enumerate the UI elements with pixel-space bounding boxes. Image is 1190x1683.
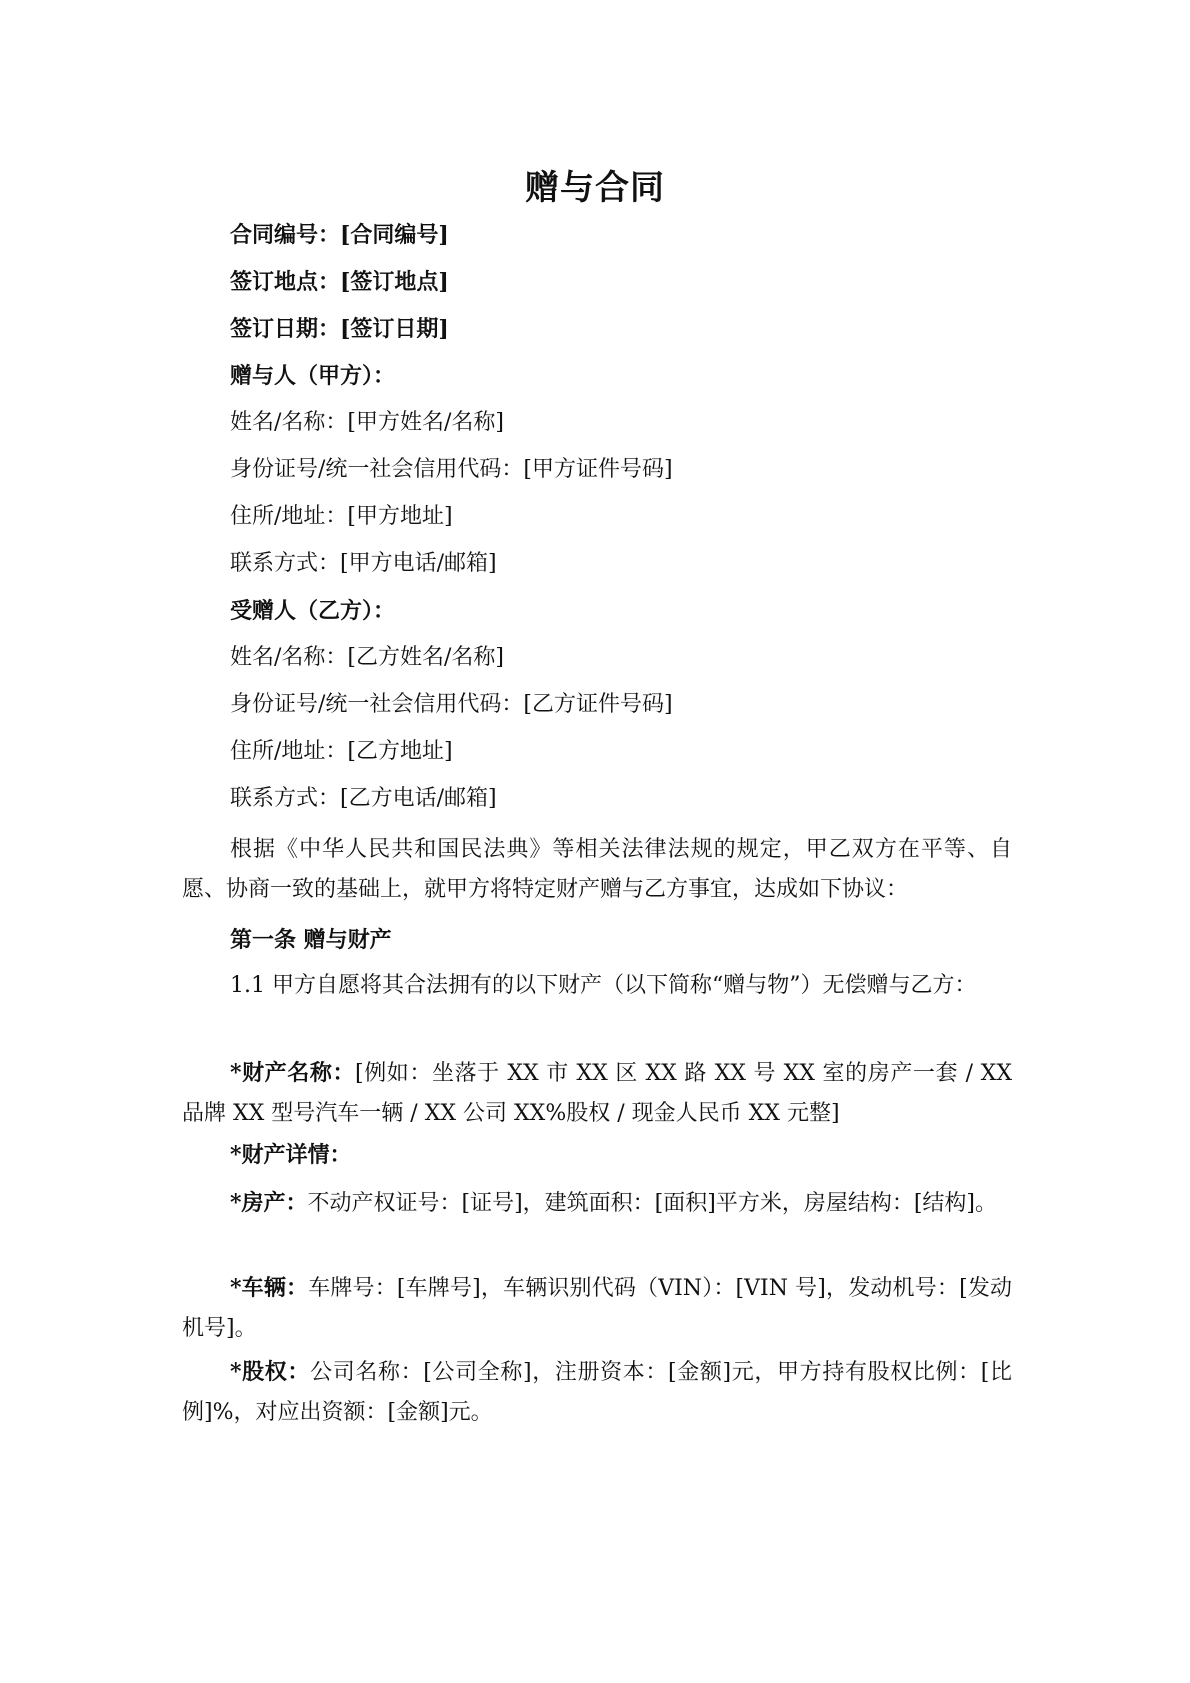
house-label: *房产： (230, 1190, 308, 1216)
party-b-id: 身份证号/统一社会信用代码：[乙方证件号码] (230, 692, 673, 717)
property-name-value: [例如：坐落于 XX 市 XX 区 XX 路 XX 号 XX 室的房产一套 / XX 品牌 XX 型号汽车一辆 / XX 公司 XX%股权 / 现金人民币 XX 元整] (182, 1061, 1012, 1126)
sign-place: 签订地点：[签订地点] (230, 269, 449, 295)
party-b-contact: 联系方式：[乙方电话/邮箱] (230, 786, 497, 811)
party-a-contact: 联系方式：[甲方电话/邮箱] (230, 551, 497, 576)
clause-1-1: 1.1 甲方自愿将其合法拥有的以下财产（以下简称“赠与物”）无偿赠与乙方： (230, 973, 977, 998)
party-b-name: 姓名/名称：[乙方姓名/名称] (230, 645, 504, 670)
property-detail-label: *财产详情： (230, 1142, 352, 1168)
sign-date: 签订日期：[签订日期] (230, 316, 449, 342)
property-name (182, 1053, 1012, 1134)
equity-detail (182, 1352, 1012, 1433)
document-title: 赠与合同 (525, 168, 665, 208)
article-1-heading: 第一条 赠与财产 (230, 927, 392, 953)
equity-value: 公司名称：[公司全称]，注册资本：[金额]元，甲方持有股权比例：[比例]%，对应出资额：[金额]元。 (182, 1360, 1012, 1425)
contract-number: 合同编号：[合同编号] (230, 222, 449, 248)
party-b-address: 住所/地址：[乙方地址] (230, 739, 453, 764)
property-name-label: *财产名称： (230, 1060, 356, 1086)
vehicle-value: 车牌号：[车牌号]，车辆识别代码（VIN）：[VIN 号]，发动机号：[发动机号]。 (182, 1276, 1012, 1341)
vehicle-detail (182, 1268, 1012, 1349)
equity-label: *股权： (230, 1359, 311, 1385)
party-a-name: 姓名/名称：[甲方姓名/名称] (230, 410, 504, 435)
party-a-heading: 赠与人（甲方）： (230, 363, 396, 389)
preamble: 根据《中华人民共和国民法典》等相关法律法规的规定，甲乙双方在平等、自愿、协商一致的基础上，就甲方将特定财产赠与乙方事宜，达成如下协议： (182, 837, 1012, 902)
party-b-heading: 受赠人（乙方）： (230, 598, 396, 624)
party-a-address: 住所/地址：[甲方地址] (230, 504, 453, 529)
vehicle-label: *车辆： (230, 1275, 309, 1301)
party-a-id: 身份证号/统一社会信用代码：[甲方证件号码] (230, 457, 673, 482)
house-value: 不动产权证号：[证号]，建筑面积：[面积]平方米，房屋结构：[结构]。 (307, 1191, 998, 1216)
house-detail (182, 1183, 1012, 1224)
